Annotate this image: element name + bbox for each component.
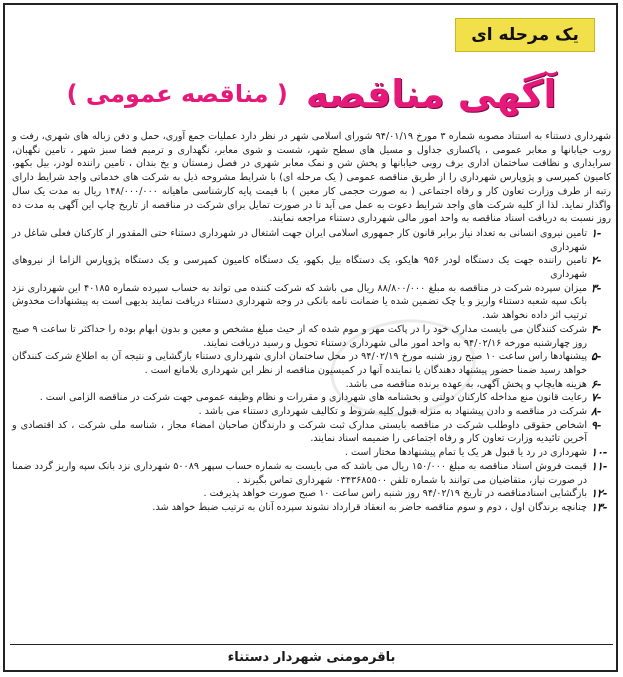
item-number: -۳ [591, 281, 602, 295]
notice-body [12, 130, 611, 515]
item-text: میزان سپرده شرکت در مناقصه به مبلغ ۸۸/۸۰۰/۰۰۰ ریال می باشد که شرکت کننده می تواند به حساب سپرده شماره ۴۰۱۸۵ این شهرداری نزد بانک سپه شعبه دستناء واریز و یا چک تضمین شده یا ضمانت نامه بانکی در وجه شهرداری دستناء دریافت نمایند بدیهی است به پیشنهادات مخدوش ترتیب اثر داده نخواهد شد. [12, 282, 588, 322]
item-number: -۱ [591, 226, 602, 240]
list-item [12, 254, 611, 281]
stage-badge: یک مرحله ای [455, 18, 595, 52]
item-number: -۲ [591, 254, 602, 268]
item-text: تامین راننده جهت یک دستگاه لودر ۹۵۶ هایکو، یک دستگاه بیل بکهو، یک دستگاه کامیون کمپرسی و یک دستگاه پژوپارس الزاما از نیروهای شهرداری [12, 255, 588, 281]
item-number: -۴ [591, 322, 602, 336]
item-number: -۹ [591, 418, 602, 432]
item-text: قیمت فروش اسناد مناقصه به مبلغ ۱۵۰/۰۰۰ ریال می باشد که می بایست به شماره حساب سپهر ۵۰۰۸۹ شهرداری نزد بانک سپه واریز گردد ضمنا در صورت نیاز، متقاضیان می توانند با شماره تلفن ۰۳۴۳۶۸۵۵۰۰ شهرداری تماس بگیرند . [12, 460, 587, 486]
item-text: رعایت قانون منع مداخله کارکنان دولتی و بخشنامه های شهرداری و مقررات و نظام وظیفه عمومی جهت شرکت در مناقصه الزامی است . [39, 392, 587, 404]
list-item [12, 501, 611, 515]
signature-line: باقرمومنی شهردار دستناء [10, 644, 613, 669]
item-number: -۱۰ [591, 446, 608, 460]
item-number: -۷ [591, 391, 602, 405]
item-number: -۶ [591, 377, 602, 391]
list-item [12, 227, 611, 254]
item-text: پیشنهادها راس ساعت ۱۰ صبح روز شنبه مورخ ۹۴/۰۲/۱۹ در محل ساختمان اداری شهرداری دستناء بازگشایی و نتیجه آن به اطلاع شرکت کنندگان خواهد رسید ضمنا حضور پیشنهاد دهندگان یا نماینده آنها در کمیسیون مناقصه از نظر این شهرداری بلامانع است . [12, 351, 587, 376]
list-item [12, 419, 611, 446]
list-item [12, 405, 611, 419]
list-item [12, 391, 611, 405]
item-number: -۱۱ [591, 459, 608, 473]
item-number: -۵ [591, 350, 602, 364]
title-row [0, 62, 623, 126]
item-text: تامین نیروی انسانی به تعداد نیاز برابر قانون کار جمهوری اسلامی ایران جهت اشتغال در شهرداری دستناء حتی المقدور از کارکنان فعلی شاغل در شهرداری [12, 227, 587, 253]
list-item [12, 378, 611, 392]
item-text: شهرداری در رد یا قبول هر یک یا تمام پیشنهادها مختار است . [344, 447, 587, 459]
notice-title: آگهی مناقصه [305, 72, 557, 116]
item-number: -۸ [591, 405, 602, 419]
item-text: چنانچه برندگان اول ، دوم و سوم مناقصه حاضر به انعقاد قرارداد نشوند سپرده آنان به ترتیب ضبط خواهد شد. [152, 501, 587, 513]
item-number: -۱۳ [591, 500, 608, 514]
list-item [12, 446, 611, 460]
item-text: اشخاص حقوقی داوطلب شرکت در مناقصه بایستی مدارک ثبت شرکت و دارندگان صاحبان امضاء مجاز ، شناسه ملی شرکت ، کد اقتصادی و آخرین تائیدیه وزارت تعاون کار و رفاه اجتماعی را ضمیمه اسناد نمایند. [12, 419, 587, 445]
item-text: شرکت در مناقصه و دادن پیشنهاد به منزله قبول کلیه شروط و تکالیف شهرداری دستناء می باشد . [198, 406, 587, 418]
item-number: -۱۲ [591, 487, 608, 501]
item-text: هزینه هایچاپ و پخش آگهی، به عهده برنده مناقصه می باشد. [345, 378, 587, 390]
intro-paragraph: شهرداری دستناء به استناد مصوبه شماره ۳ مورخ ۹۴/۰۱/۱۹ شورای اسلامی شهر در نظر دارد عملیات جمع آوری، حمل و دفن زباله های شهری، رفت و روب خیابانها و معابر عمومی ، پاکسازی جداول و مسیل های سطح شهر، شست و شوی معابر، نگهداری و ترمیم فضا سبز شهر ، تامین نگهبان، سرایداری و نظافت ساختمان اداری برف روبی خیابانها و پخش شن و نمک معابر شهری در فصل زمستان و یخ بندان ، تامین راننده لودر، بیل بکهو، کامیون کمپرسی و پژوپارس شهرداری را از طریق مناقصه عمومی ( یک مرحله ای) با شرایط مشروحه ذیل به شرکت های خدماتی واجد شرایط دارای رتبه از طرف وزارت تعاون کار و رفاه اجتماعی ( به صورت حجمی کار معین ) با قیمت پایه کارشناسی ماهیانه ۱۴۸/۰۰۰/۰۰۰ ریال به مدت یک سال واگذار نماید. لذا از کلیه شرکت های واجد شرایط دعوت به عمل می آید تا در صورت تمایل برای شرکت در مناقصه از تاریخ چاپ این آگهی به مدت ده روز نسبت به دریافت اسناد مناقصه به واحد امور مالی شهرداری دستناء مراجعه نمایند. [12, 131, 611, 225]
list-item [12, 350, 611, 377]
list-item [12, 487, 611, 501]
list-item [12, 282, 611, 323]
notice-subtitle: ( مناقصه عمومی ) [66, 80, 288, 108]
list-item [12, 323, 611, 350]
item-text: شرکت کنندگان می بایست مدارک خود را در پاکت مهر و موم شده که از حیث مبلغ مشخص و معین و بدون ابهام بوده را حداکثر تا ساعت ۹ صبح روز چهارشنبه مورخه ۹۴/۰۲/۱۶ به واحد امور مالی شهرداری دستناء تحویل و رسید دریافت نمایند. [12, 323, 587, 349]
item-text: بازگشایی اسنادمناقصه در تاریخ ۹۴/۰۲/۱۹ روز شنبه راس ساعت ۱۰ صبح صورت خواهد پذیرفت . [203, 488, 587, 500]
list-item [12, 460, 611, 487]
conditions-list [12, 227, 611, 515]
